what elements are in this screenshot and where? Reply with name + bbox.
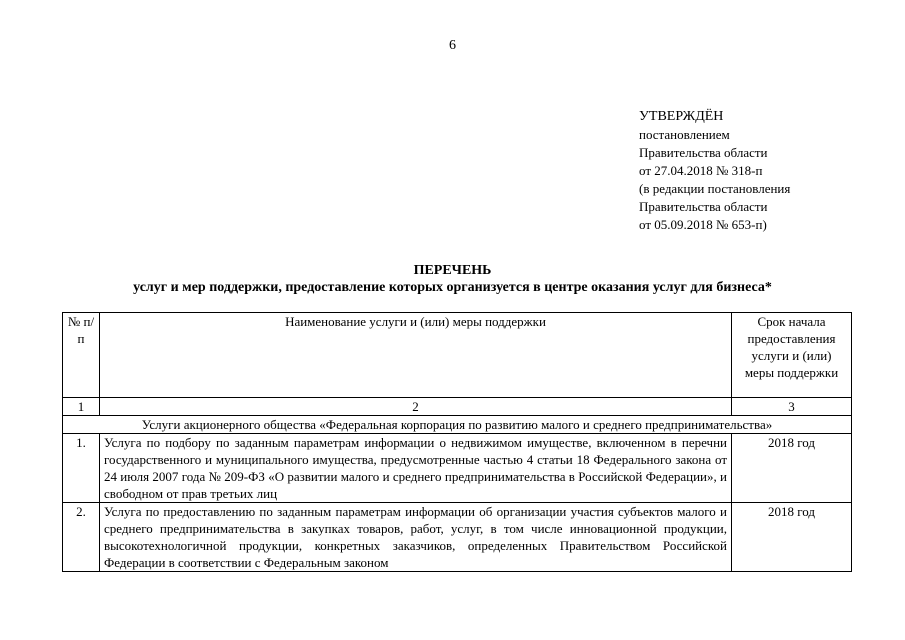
header-num: № п/п: [63, 313, 100, 398]
header-term: Срок начала предоставления услуги и (или) меры поддержки: [732, 313, 852, 398]
row-name: Услуга по подбору по заданным параметрам информации о недвижимом имуществе, включенном в перечни государственного и муниципального имущества, предусмотренные частью 4 статьи 18 Федерального закона от 24 июля 2007 года № 209-ФЗ «О развитии малого и среднего предпринимательства в Российской Федерации», и свободном от прав третьих лиц: [100, 434, 732, 503]
table-header-row: [63, 313, 852, 398]
row-num: 2.: [63, 503, 100, 572]
approval-line: постановлением: [639, 127, 730, 142]
col-number: 2: [100, 398, 732, 416]
approval-line: от 05.09.2018 № 653-п): [639, 217, 767, 232]
table-row: [63, 434, 852, 503]
approval-block: [639, 108, 790, 234]
col-number: 3: [732, 398, 852, 416]
document-title: ПЕРЕЧЕНЬ: [413, 263, 492, 278]
table-row: [63, 503, 852, 572]
section-row: [63, 416, 852, 434]
services-table: [62, 312, 852, 572]
row-term: 2018 год: [732, 434, 852, 503]
approval-line: (в редакции постановления: [639, 181, 791, 196]
approval-line: от 27.04.2018 № 318-п: [639, 163, 763, 178]
page-number: 6: [449, 38, 456, 53]
column-numbers-row: [63, 398, 852, 416]
row-name: Услуга по предоставлению по заданным параметрам информации об организации участия субъектов малого и среднего предпринимательства в закупках товаров, работ, услуг, в том числе инновационной продукции, высокотехнологичной продукции, конкретных заказчиков, определенных Правительством Российской Федерации в соответствии с Федеральным законом: [100, 503, 732, 572]
approval-line: Правительства области: [639, 145, 768, 160]
section-title: Услуги акционерного общества «Федеральная корпорация по развитию малого и среднего предпринимательства»: [63, 416, 852, 434]
row-num: 1.: [63, 434, 100, 503]
col-number: 1: [63, 398, 100, 416]
approval-heading: УТВЕРЖДЁН: [639, 109, 724, 124]
header-name: Наименование услуги и (или) меры поддержки: [100, 313, 732, 398]
document-subtitle: услуг и мер поддержки, предоставление которых организуется в центре оказания услуг для бизнеса*: [133, 280, 772, 295]
row-term: 2018 год: [732, 503, 852, 572]
approval-line: Правительства области: [639, 199, 768, 214]
